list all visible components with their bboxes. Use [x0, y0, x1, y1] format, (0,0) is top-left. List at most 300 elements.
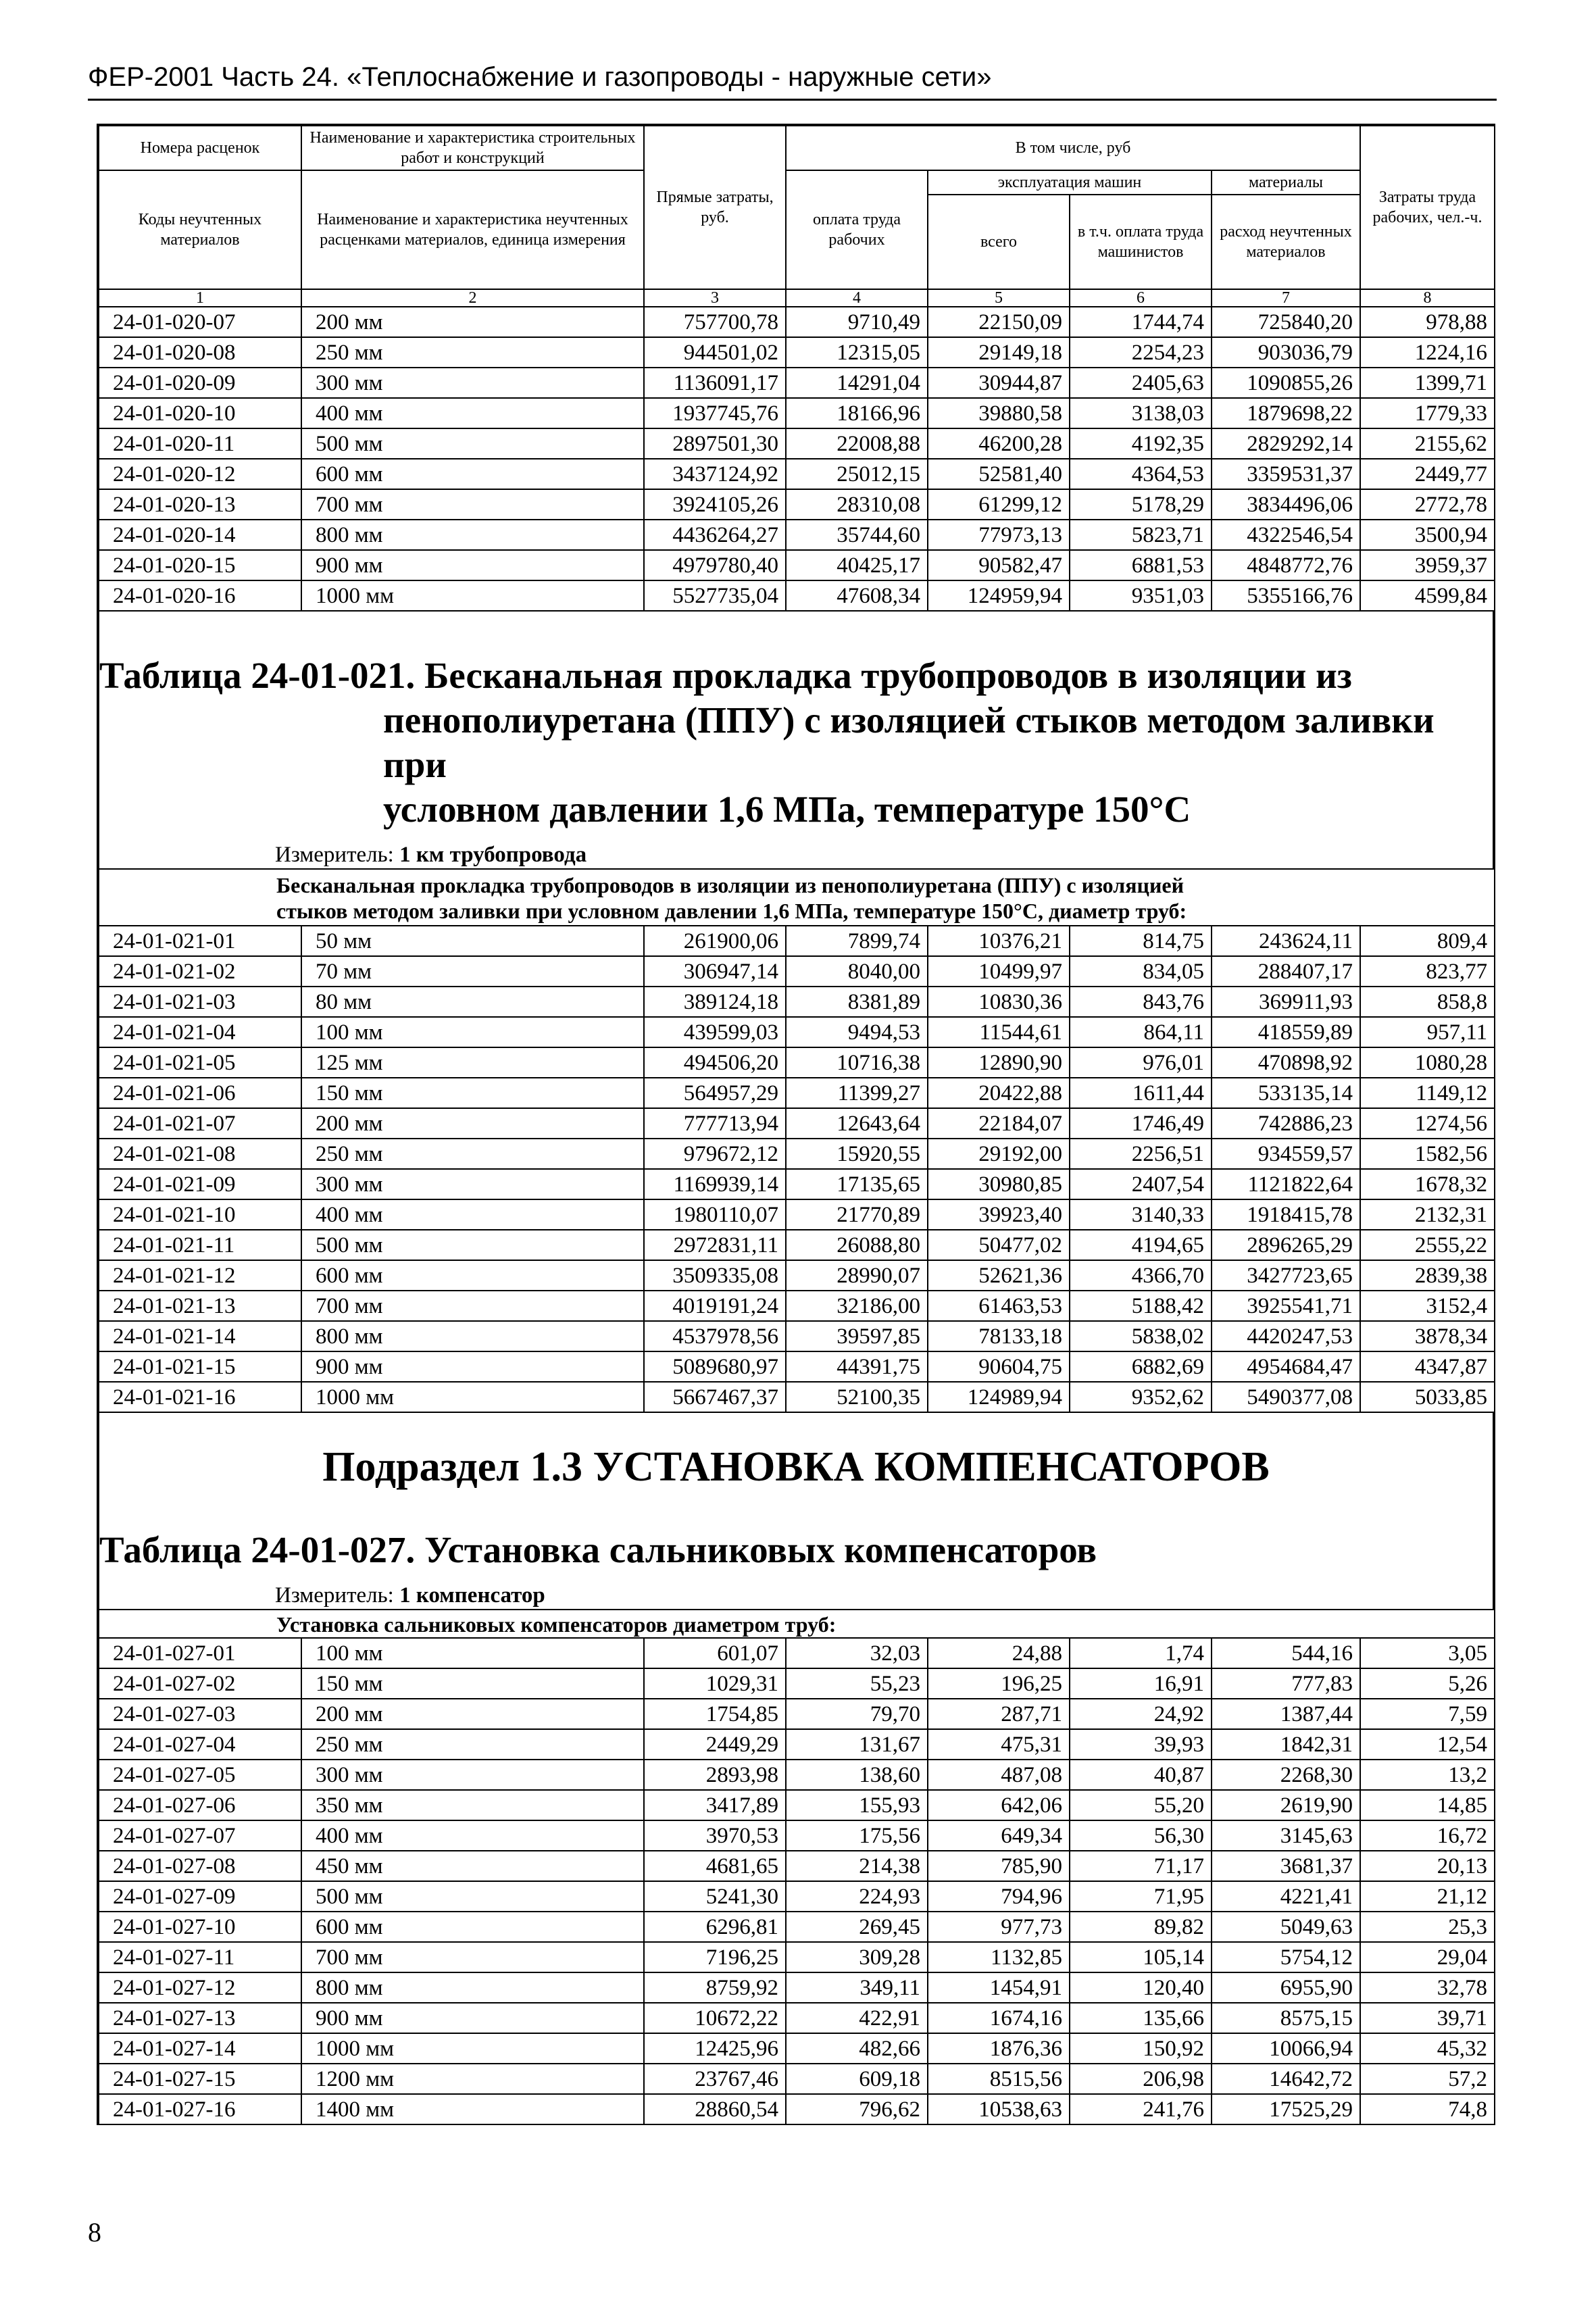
materials-cell: 544,16 [1212, 1638, 1360, 1668]
rate-code-cell: 24-01-021-07 [99, 1108, 301, 1139]
diameter-cell: 700 мм [301, 1942, 644, 1972]
labor-hours-cell: 2839,38 [1360, 1260, 1495, 1291]
operator-wages-cell: 6882,69 [1070, 1351, 1212, 1382]
rate-code-cell: 24-01-020-12 [99, 459, 301, 489]
labor-hours-cell: 1149,12 [1360, 1078, 1495, 1108]
rate-code-cell: 24-01-027-13 [99, 2003, 301, 2033]
worker-wages-cell: 349,11 [786, 1972, 928, 2003]
rate-code-cell: 24-01-027-03 [99, 1699, 301, 1729]
worker-wages-cell: 32,03 [786, 1638, 928, 1668]
labor-hours-cell: 21,12 [1360, 1881, 1495, 1912]
machines-total-cell: 39923,40 [928, 1199, 1070, 1230]
materials-cell: 725840,20 [1212, 307, 1360, 337]
machines-total-cell: 46200,28 [928, 428, 1070, 459]
rate-code-cell: 24-01-021-05 [99, 1047, 301, 1078]
labor-hours-cell: 4599,84 [1360, 580, 1495, 611]
direct-costs-cell: 3509335,08 [644, 1260, 786, 1291]
materials-cell: 3427723,65 [1212, 1260, 1360, 1291]
operator-wages-cell: 9351,03 [1070, 580, 1212, 611]
materials-cell: 17525,29 [1212, 2094, 1360, 2124]
table-021-subheading-row [99, 869, 1495, 926]
header-material-codes: Коды неучтенных материалов [99, 170, 301, 289]
machines-total-cell: 30944,87 [928, 368, 1070, 398]
direct-costs-cell: 261900,06 [644, 926, 786, 956]
rate-code-cell: 24-01-021-13 [99, 1291, 301, 1321]
operator-wages-cell: 56,30 [1070, 1820, 1212, 1851]
table-027-subheading: Установка сальниковых компенсаторов диаметром труб: [99, 1610, 1495, 1638]
table-row [99, 987, 1495, 1017]
labor-hours-cell: 57,2 [1360, 2064, 1495, 2094]
table-021-measurer [99, 841, 1493, 868]
labor-hours-cell: 1678,32 [1360, 1169, 1495, 1199]
worker-wages-cell: 269,45 [786, 1912, 928, 1942]
materials-cell: 1918415,78 [1212, 1199, 1360, 1230]
table-row [99, 1912, 1495, 1942]
measurer-value: 1 компенсатор [399, 1583, 545, 1608]
direct-costs-cell: 3970,53 [644, 1820, 786, 1851]
table-row [99, 1638, 1495, 1668]
operator-wages-cell: 814,75 [1070, 926, 1212, 956]
rate-code-cell: 24-01-020-16 [99, 580, 301, 611]
worker-wages-cell: 10716,38 [786, 1047, 928, 1078]
diameter-cell: 700 мм [301, 1291, 644, 1321]
diameter-cell: 150 мм [301, 1078, 644, 1108]
labor-hours-cell: 858,8 [1360, 987, 1495, 1017]
materials-cell: 2268,30 [1212, 1760, 1360, 1790]
rate-code-cell: 24-01-021-15 [99, 1351, 301, 1382]
labor-hours-cell: 1080,28 [1360, 1047, 1495, 1078]
machines-total-cell: 475,31 [928, 1729, 1070, 1760]
diameter-cell: 900 мм [301, 2003, 644, 2033]
worker-wages-cell: 12315,05 [786, 337, 928, 368]
worker-wages-cell: 22008,88 [786, 428, 928, 459]
diameter-cell: 200 мм [301, 1699, 644, 1729]
labor-hours-cell: 1399,71 [1360, 368, 1495, 398]
materials-cell: 3925541,71 [1212, 1291, 1360, 1321]
direct-costs-cell: 4681,65 [644, 1851, 786, 1881]
header-rule [88, 99, 1497, 101]
labor-hours-cell: 809,4 [1360, 926, 1495, 956]
operator-wages-cell: 4366,70 [1070, 1260, 1212, 1291]
worker-wages-cell: 7899,74 [786, 926, 928, 956]
operator-wages-cell: 55,20 [1070, 1790, 1212, 1820]
diameter-cell: 1000 мм [301, 1382, 644, 1412]
rate-code-cell: 24-01-021-03 [99, 987, 301, 1017]
diameter-cell: 300 мм [301, 368, 644, 398]
materials-cell: 3834496,06 [1212, 489, 1360, 520]
rate-code-cell: 24-01-027-01 [99, 1638, 301, 1668]
labor-hours-cell: 1779,33 [1360, 398, 1495, 428]
machines-total-cell: 124989,94 [928, 1382, 1070, 1412]
diameter-cell: 800 мм [301, 1321, 644, 1351]
worker-wages-cell: 138,60 [786, 1760, 928, 1790]
machines-total-cell: 39880,58 [928, 398, 1070, 428]
direct-costs-cell: 4537978,56 [644, 1321, 786, 1351]
worker-wages-cell: 47608,34 [786, 580, 928, 611]
rate-code-cell: 24-01-027-05 [99, 1760, 301, 1790]
diameter-cell: 600 мм [301, 1260, 644, 1291]
rates-table [98, 125, 1495, 612]
worker-wages-cell: 309,28 [786, 1942, 928, 1972]
direct-costs-cell: 4979780,40 [644, 550, 786, 580]
machines-total-cell: 30980,85 [928, 1169, 1070, 1199]
diameter-cell: 500 мм [301, 1881, 644, 1912]
materials-cell: 742886,23 [1212, 1108, 1360, 1139]
labor-hours-cell: 2132,31 [1360, 1199, 1495, 1230]
machines-total-cell: 1454,91 [928, 1972, 1070, 2003]
rate-code-cell: 24-01-021-12 [99, 1260, 301, 1291]
operator-wages-cell: 5838,02 [1070, 1321, 1212, 1351]
direct-costs-cell: 757700,78 [644, 307, 786, 337]
table-row [99, 489, 1495, 520]
machines-total-cell: 124959,94 [928, 580, 1070, 611]
direct-costs-cell: 306947,14 [644, 956, 786, 987]
materials-cell: 4954684,47 [1212, 1351, 1360, 1382]
table-row [99, 1047, 1495, 1078]
machines-total-cell: 8515,56 [928, 2064, 1070, 2094]
direct-costs-cell: 4019191,24 [644, 1291, 786, 1321]
column-number: 5 [928, 289, 1070, 307]
direct-costs-cell: 1980110,07 [644, 1199, 786, 1230]
machines-total-cell: 90582,47 [928, 550, 1070, 580]
rate-code-cell: 24-01-027-02 [99, 1668, 301, 1699]
diameter-cell: 100 мм [301, 1638, 644, 1668]
worker-wages-cell: 21770,89 [786, 1199, 928, 1230]
labor-hours-cell: 1224,16 [1360, 337, 1495, 368]
operator-wages-cell: 105,14 [1070, 1942, 1212, 1972]
operator-wages-cell: 24,92 [1070, 1699, 1212, 1729]
measurer-label: Измеритель: [275, 843, 394, 867]
table-row [99, 459, 1495, 489]
worker-wages-cell: 155,93 [786, 1790, 928, 1820]
table-row [99, 580, 1495, 611]
machines-total-cell: 77973,13 [928, 520, 1070, 550]
operator-wages-cell: 4364,53 [1070, 459, 1212, 489]
rate-code-cell: 24-01-027-12 [99, 1972, 301, 2003]
column-number: 8 [1360, 289, 1495, 307]
operator-wages-cell: 206,98 [1070, 2064, 1212, 2094]
rate-code-cell: 24-01-027-08 [99, 1851, 301, 1881]
materials-cell: 3145,63 [1212, 1820, 1360, 1851]
worker-wages-cell: 14291,04 [786, 368, 928, 398]
labor-hours-cell: 13,2 [1360, 1760, 1495, 1790]
direct-costs-cell: 1169939,14 [644, 1169, 786, 1199]
labor-hours-cell: 74,8 [1360, 2094, 1495, 2124]
materials-cell: 5490377,08 [1212, 1382, 1360, 1412]
materials-cell: 4848772,76 [1212, 550, 1360, 580]
materials-cell: 470898,92 [1212, 1047, 1360, 1078]
table-row [99, 2094, 1495, 2124]
table-row [99, 1078, 1495, 1108]
worker-wages-cell: 26088,80 [786, 1230, 928, 1260]
operator-wages-cell: 3140,33 [1070, 1199, 1212, 1230]
labor-hours-cell: 978,88 [1360, 307, 1495, 337]
worker-wages-cell: 55,23 [786, 1668, 928, 1699]
machines-total-cell: 1876,36 [928, 2033, 1070, 2064]
materials-cell: 418559,89 [1212, 1017, 1360, 1047]
table-header [99, 126, 1495, 289]
table-row [99, 550, 1495, 580]
direct-costs-cell: 3437124,92 [644, 459, 786, 489]
labor-hours-cell: 25,3 [1360, 1912, 1495, 1942]
machines-total-cell: 61463,53 [928, 1291, 1070, 1321]
materials-cell: 777,83 [1212, 1668, 1360, 1699]
rate-code-cell: 24-01-021-16 [99, 1382, 301, 1412]
operator-wages-cell: 1744,74 [1070, 307, 1212, 337]
labor-hours-cell: 3500,94 [1360, 520, 1495, 550]
direct-costs-cell: 4436264,27 [644, 520, 786, 550]
machines-total-cell: 22150,09 [928, 307, 1070, 337]
direct-costs-cell: 5667467,37 [644, 1382, 786, 1412]
diameter-cell: 700 мм [301, 489, 644, 520]
diameter-cell: 600 мм [301, 459, 644, 489]
operator-wages-cell: 135,66 [1070, 2003, 1212, 2033]
operator-wages-cell: 2405,63 [1070, 368, 1212, 398]
operator-wages-cell: 5823,71 [1070, 520, 1212, 550]
diameter-cell: 200 мм [301, 1108, 644, 1139]
machines-total-cell: 794,96 [928, 1881, 1070, 1912]
column-number: 2 [301, 289, 644, 307]
materials-cell: 288407,17 [1212, 956, 1360, 987]
rate-code-cell: 24-01-020-10 [99, 398, 301, 428]
worker-wages-cell: 39597,85 [786, 1321, 928, 1351]
machines-total-cell: 12890,90 [928, 1047, 1070, 1078]
labor-hours-cell: 957,11 [1360, 1017, 1495, 1047]
diameter-cell: 250 мм [301, 337, 644, 368]
operator-wages-cell: 5188,42 [1070, 1291, 1212, 1321]
measurer-label: Измеритель: [275, 1583, 394, 1608]
worker-wages-cell: 25012,15 [786, 459, 928, 489]
table-row [99, 926, 1495, 956]
operator-wages-cell: 834,05 [1070, 956, 1212, 987]
operator-wages-cell: 976,01 [1070, 1047, 1212, 1078]
rate-code-cell: 24-01-027-11 [99, 1942, 301, 1972]
table-row [99, 956, 1495, 987]
rate-code-cell: 24-01-027-15 [99, 2064, 301, 2094]
operator-wages-cell: 3138,03 [1070, 398, 1212, 428]
materials-cell: 903036,79 [1212, 337, 1360, 368]
worker-wages-cell: 9494,53 [786, 1017, 928, 1047]
machines-total-cell: 29149,18 [928, 337, 1070, 368]
materials-cell: 1387,44 [1212, 1699, 1360, 1729]
operator-wages-cell: 1746,49 [1070, 1108, 1212, 1139]
materials-cell: 1090855,26 [1212, 368, 1360, 398]
direct-costs-cell: 1136091,17 [644, 368, 786, 398]
header-machines-total: всего [928, 195, 1070, 289]
header-operator-wages: в т.ч. оплата труда машинистов [1070, 195, 1212, 289]
page-number: 8 [88, 2217, 101, 2247]
rate-code-cell: 24-01-020-15 [99, 550, 301, 580]
direct-costs-cell: 494506,20 [644, 1047, 786, 1078]
machines-total-cell: 52621,36 [928, 1260, 1070, 1291]
spacer [98, 612, 1494, 653]
diameter-cell: 600 мм [301, 1912, 644, 1942]
worker-wages-cell: 40425,17 [786, 550, 928, 580]
direct-costs-cell: 2972831,11 [644, 1230, 786, 1260]
table-row [99, 1108, 1495, 1139]
operator-wages-cell: 6881,53 [1070, 550, 1212, 580]
table-021-caption [98, 653, 1494, 868]
diameter-cell: 400 мм [301, 1820, 644, 1851]
materials-cell: 5049,63 [1212, 1912, 1360, 1942]
operator-wages-cell: 71,17 [1070, 1851, 1212, 1881]
worker-wages-cell: 609,18 [786, 2064, 928, 2094]
direct-costs-cell: 2897501,30 [644, 428, 786, 459]
machines-total-cell: 11544,61 [928, 1017, 1070, 1047]
operator-wages-cell: 120,40 [1070, 1972, 1212, 2003]
labor-hours-cell: 39,71 [1360, 2003, 1495, 2033]
worker-wages-cell: 131,67 [786, 1729, 928, 1760]
worker-wages-cell: 482,66 [786, 2033, 928, 2064]
worker-wages-cell: 28990,07 [786, 1260, 928, 1291]
header-work-name: Наименование и характеристика строительных работ и конструкций [301, 126, 644, 170]
materials-cell: 2619,90 [1212, 1790, 1360, 1820]
diameter-cell: 250 мм [301, 1729, 644, 1760]
table-row [99, 1291, 1495, 1321]
direct-costs-cell: 12425,96 [644, 2033, 786, 2064]
labor-hours-cell: 3878,34 [1360, 1321, 1495, 1351]
header-direct-costs: Прямые затраты, руб. [644, 126, 786, 289]
worker-wages-cell: 17135,65 [786, 1169, 928, 1199]
materials-cell: 4420247,53 [1212, 1321, 1360, 1351]
operator-wages-cell: 5178,29 [1070, 489, 1212, 520]
direct-costs-cell: 944501,02 [644, 337, 786, 368]
direct-costs-cell: 7196,25 [644, 1942, 786, 1972]
table-row [99, 1881, 1495, 1912]
diameter-cell: 250 мм [301, 1139, 644, 1169]
table-row [99, 1942, 1495, 1972]
rate-code-cell: 24-01-021-04 [99, 1017, 301, 1047]
table-row [99, 1199, 1495, 1230]
diameter-cell: 100 мм [301, 1017, 644, 1047]
table-row [99, 1668, 1495, 1699]
rate-code-cell: 24-01-027-14 [99, 2033, 301, 2064]
rate-code-cell: 24-01-021-10 [99, 1199, 301, 1230]
machines-total-cell: 29192,00 [928, 1139, 1070, 1169]
table-021-title-line2: пенополиуретана (ППУ) с изоляцией стыков методом заливки при [383, 699, 1435, 785]
direct-costs-cell: 564957,29 [644, 1078, 786, 1108]
direct-costs-cell: 10672,22 [644, 2003, 786, 2033]
diameter-cell: 125 мм [301, 1047, 644, 1078]
machines-total-cell: 90604,75 [928, 1351, 1070, 1382]
worker-wages-cell: 224,93 [786, 1881, 928, 1912]
materials-cell: 5754,12 [1212, 1942, 1360, 1972]
table-row [99, 2064, 1495, 2094]
machines-total-cell: 287,71 [928, 1699, 1070, 1729]
operator-wages-cell: 9352,62 [1070, 1382, 1212, 1412]
rate-code-cell: 24-01-021-14 [99, 1321, 301, 1351]
worker-wages-cell: 44391,75 [786, 1351, 928, 1382]
direct-costs-cell: 1029,31 [644, 1668, 786, 1699]
table-027-subheading-row [99, 1610, 1495, 1638]
materials-cell: 1879698,22 [1212, 398, 1360, 428]
operator-wages-cell: 864,11 [1070, 1017, 1212, 1047]
table-row [99, 1729, 1495, 1760]
operator-wages-cell: 843,76 [1070, 987, 1212, 1017]
header-materials: материалы [1212, 170, 1360, 195]
table-027-body [99, 1638, 1495, 2124]
rates-frame [97, 124, 1495, 2125]
direct-costs-cell: 389124,18 [644, 987, 786, 1017]
table-row [99, 1351, 1495, 1382]
materials-cell: 5355166,76 [1212, 580, 1360, 611]
header-worker-wages: оплата труда рабочих [786, 170, 928, 289]
table-row [99, 1851, 1495, 1881]
worker-wages-cell: 79,70 [786, 1699, 928, 1729]
diameter-cell: 300 мм [301, 1760, 644, 1790]
direct-costs-cell: 979672,12 [644, 1139, 786, 1169]
machines-total-cell: 10830,36 [928, 987, 1070, 1017]
header-labor-hours: Затраты труда рабочих, чел.-ч. [1360, 126, 1495, 289]
direct-costs-cell: 5527735,04 [644, 580, 786, 611]
labor-hours-cell: 14,85 [1360, 1790, 1495, 1820]
table-021-title-line1: Бесканальная прокладка трубопроводов в изоляции из [424, 655, 1352, 696]
materials-cell: 4221,41 [1212, 1881, 1360, 1912]
worker-wages-cell: 12643,64 [786, 1108, 928, 1139]
diameter-cell: 70 мм [301, 956, 644, 987]
operator-wages-cell: 39,93 [1070, 1729, 1212, 1760]
labor-hours-cell: 823,77 [1360, 956, 1495, 987]
machines-total-cell: 10499,97 [928, 956, 1070, 987]
diameter-cell: 500 мм [301, 428, 644, 459]
materials-cell: 10066,94 [1212, 2033, 1360, 2064]
header-material-names: Наименование и характеристика неучтенных расценками материалов, единица измерения [301, 170, 644, 289]
table-027-label: Таблица 24-01-027. [99, 1529, 416, 1570]
rate-code-cell: 24-01-027-09 [99, 1881, 301, 1912]
materials-cell: 934559,57 [1212, 1139, 1360, 1169]
operator-wages-cell: 1611,44 [1070, 1078, 1212, 1108]
machines-total-cell: 642,06 [928, 1790, 1070, 1820]
operator-wages-cell: 2407,54 [1070, 1169, 1212, 1199]
column-number: 3 [644, 289, 786, 307]
labor-hours-cell: 2449,77 [1360, 459, 1495, 489]
worker-wages-cell: 18166,96 [786, 398, 928, 428]
machines-total-cell: 52581,40 [928, 459, 1070, 489]
worker-wages-cell: 15920,55 [786, 1139, 928, 1169]
materials-cell: 533135,14 [1212, 1078, 1360, 1108]
table-021-label: Таблица 24-01-021. [99, 655, 416, 696]
table-row [99, 2033, 1495, 2064]
worker-wages-cell: 214,38 [786, 1851, 928, 1881]
rate-code-cell: 24-01-020-13 [99, 489, 301, 520]
machines-total-cell: 977,73 [928, 1912, 1070, 1942]
labor-hours-cell: 3152,4 [1360, 1291, 1495, 1321]
worker-wages-cell: 8381,89 [786, 987, 928, 1017]
rate-code-cell: 24-01-027-16 [99, 2094, 301, 2124]
diameter-cell: 300 мм [301, 1169, 644, 1199]
rate-code-cell: 24-01-021-11 [99, 1230, 301, 1260]
table-row [99, 1169, 1495, 1199]
worker-wages-cell: 32186,00 [786, 1291, 928, 1321]
labor-hours-cell: 2555,22 [1360, 1230, 1495, 1260]
table-row [99, 1790, 1495, 1820]
operator-wages-cell: 4194,65 [1070, 1230, 1212, 1260]
table-row [99, 1972, 1495, 2003]
table-row [99, 1699, 1495, 1729]
table-021-title-line3: условном давлении 1,6 МПа, температуре 150°С [383, 789, 1191, 830]
rate-code-cell: 24-01-020-11 [99, 428, 301, 459]
rate-code-cell: 24-01-027-06 [99, 1790, 301, 1820]
direct-costs-cell: 3417,89 [644, 1790, 786, 1820]
column-number: 1 [99, 289, 301, 307]
table-row [99, 520, 1495, 550]
rate-code-cell: 24-01-021-09 [99, 1169, 301, 1199]
table-row [99, 1230, 1495, 1260]
worker-wages-cell: 175,56 [786, 1820, 928, 1851]
machines-total-cell: 20422,88 [928, 1078, 1070, 1108]
materials-cell: 1121822,64 [1212, 1169, 1360, 1199]
diameter-cell: 350 мм [301, 1790, 644, 1820]
